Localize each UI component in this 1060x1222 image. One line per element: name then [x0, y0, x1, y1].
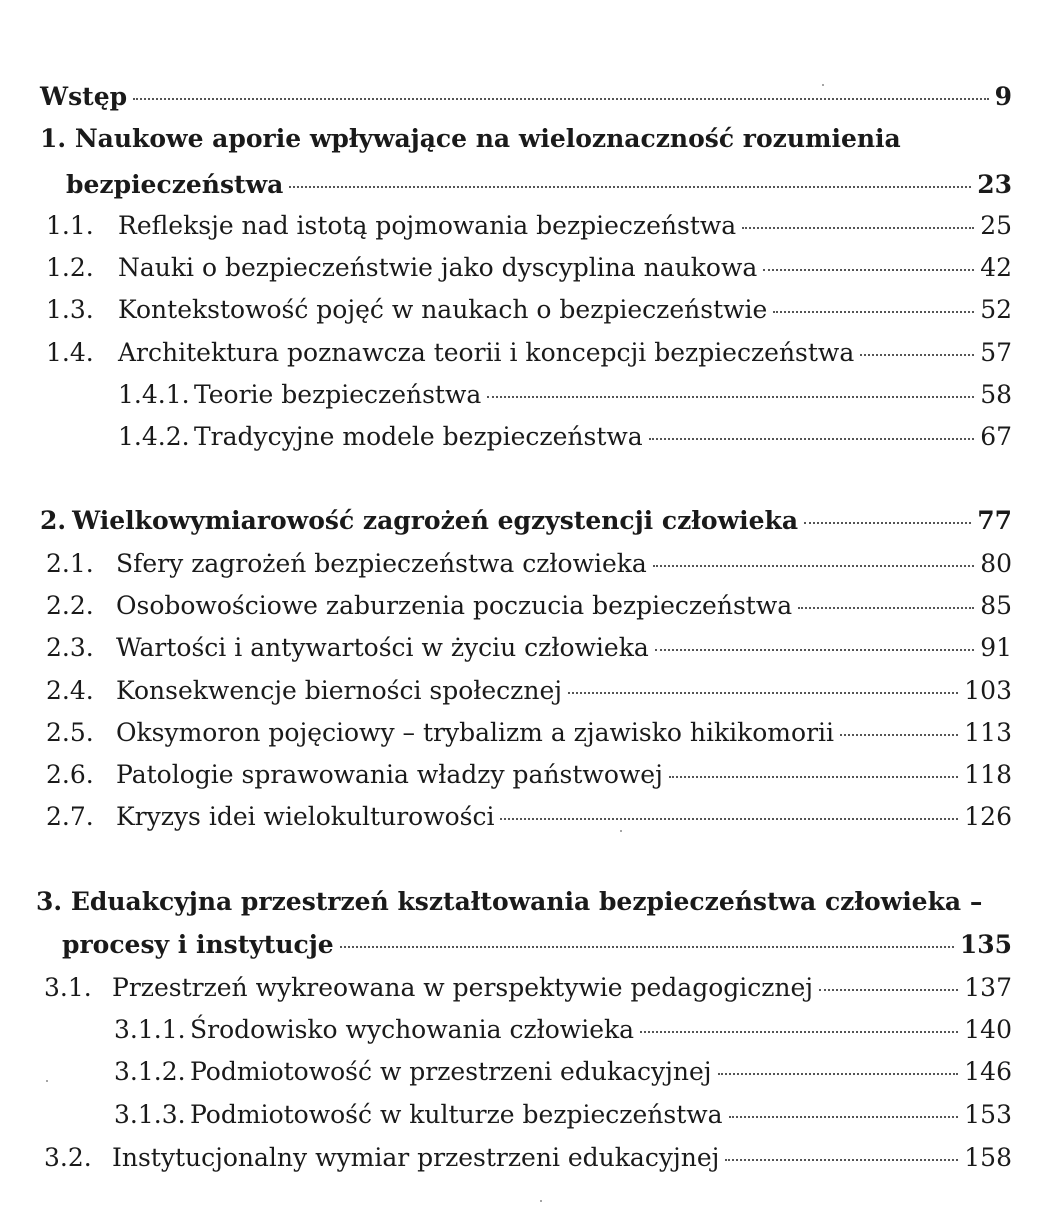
toc-entry-title: Tradycyjne modele bezpieczeństwa	[194, 422, 643, 451]
toc-section-1-4[interactable]	[46, 338, 1012, 368]
toc-entry-number: 3.1.	[44, 973, 92, 1002]
toc-entry-page: 9	[994, 82, 1012, 111]
toc-entry-title: Teorie bezpieczeństwa	[194, 380, 482, 409]
toc-entry-page: 118	[964, 760, 1012, 789]
toc-entry-number: 3.	[36, 887, 63, 916]
toc-entry-page: 126	[964, 802, 1012, 831]
dot-leader	[798, 607, 974, 609]
toc-entry-page: 67	[980, 422, 1012, 451]
toc-entry-title: Instytucjonalny wymiar przestrzeni edukacyjnej	[112, 1143, 720, 1172]
toc-entry-page: 42	[980, 253, 1012, 282]
toc-section-1-3[interactable]	[46, 295, 1012, 325]
toc-entry-page: 158	[964, 1143, 1012, 1172]
dot-leader	[289, 186, 971, 188]
toc-entry-number: 2.1.	[46, 549, 94, 578]
toc-subsection-3-1-1[interactable]	[114, 1015, 1012, 1045]
toc-entry-page: 80	[980, 549, 1012, 578]
scan-speck	[46, 1080, 48, 1082]
dot-leader	[669, 776, 958, 778]
toc-section-2-5[interactable]	[46, 718, 1012, 748]
toc-entry-number: 1.4.2.	[118, 422, 190, 451]
toc-entry-page: 25	[980, 211, 1012, 240]
toc-entry-title: Oksymoron pojęciowy – trybalizm a zjawisko hikikomorii	[116, 718, 835, 747]
toc-entry-title: Wielkowymiarowość zagrożeń egzystencji człowieka	[72, 506, 799, 535]
toc-entry-title: Środowisko wychowania człowieka	[190, 1015, 635, 1044]
toc-entry-page: 57	[980, 338, 1012, 367]
toc-section-2-7[interactable]	[46, 802, 1012, 832]
dot-leader	[653, 565, 974, 567]
toc-entry-title: Eduakcyjna przestrzeń kształtowania bezpieczeństwa człowieka –	[70, 887, 983, 916]
dot-leader	[840, 734, 958, 736]
toc-entry-page: 91	[980, 633, 1012, 662]
toc-entry-number: 1.3.	[46, 295, 94, 324]
toc-entry-number: 1.4.	[46, 338, 94, 367]
dot-leader	[773, 311, 974, 313]
dot-leader	[500, 818, 958, 820]
dot-leader	[640, 1031, 958, 1033]
dot-leader	[655, 649, 974, 651]
dot-leader	[819, 989, 958, 991]
toc-entry-page: 113	[964, 718, 1012, 747]
toc-entry-title: Nauki o bezpieczeństwie jako dyscyplina naukowa	[118, 253, 758, 282]
toc-entry-title: Podmiotowość w kulturze bezpieczeństwa	[190, 1100, 723, 1129]
dot-leader	[718, 1073, 959, 1075]
toc-entry-page: 140	[964, 1015, 1012, 1044]
toc-entry-page: 146	[964, 1057, 1012, 1086]
toc-entry-title: Kontekstowość pojęć w naukach o bezpieczeństwie	[118, 295, 768, 324]
toc-entry-page: 153	[964, 1100, 1012, 1129]
toc-entry-page: 135	[959, 930, 1012, 959]
toc-chapter-3[interactable]	[62, 930, 1012, 960]
dot-leader	[487, 396, 974, 398]
toc-section-3-1[interactable]	[44, 973, 1012, 1003]
toc-chapter-2[interactable]	[40, 506, 1012, 536]
dot-leader	[729, 1116, 959, 1118]
toc-entry-number: 3.1.1.	[114, 1015, 186, 1044]
toc-chapter-1-title-line1[interactable]	[40, 124, 901, 154]
toc-section-2-3[interactable]	[46, 633, 1012, 663]
toc-entry-title: Refleksje nad istotą pojmowania bezpieczeństwa	[118, 211, 737, 240]
scan-speck	[822, 84, 824, 86]
toc-entry-title: Naukowe aporie wpływające na wieloznaczność rozumienia	[74, 124, 901, 153]
dot-leader	[725, 1159, 958, 1161]
toc-chapter-3-title-line1[interactable]	[36, 887, 982, 917]
toc-entry-number: 1.2.	[46, 253, 94, 282]
toc-entry-title: Wstęp	[40, 82, 128, 111]
dot-leader	[804, 522, 971, 524]
dot-leader	[649, 438, 975, 440]
toc-section-1-1[interactable]	[46, 211, 1012, 241]
toc-entry-title: Architektura poznawcza teorii i koncepcji bezpieczeństwa	[118, 338, 855, 367]
dot-leader	[133, 98, 989, 100]
toc-entry-number: 2.	[40, 506, 67, 535]
toc-entry-page: 137	[964, 973, 1012, 1002]
toc-section-3-2[interactable]	[44, 1143, 1012, 1173]
toc-entry-number: 2.3.	[46, 633, 94, 662]
toc-entry-number: 1.	[40, 124, 67, 153]
toc-entry-page: 23	[977, 170, 1012, 199]
dot-leader	[763, 269, 974, 271]
toc-chapter-1[interactable]	[66, 170, 1012, 200]
toc-entry-page: 77	[977, 506, 1012, 535]
toc-entry-title: Przestrzeń wykreowana w perspektywie pedagogicznej	[112, 973, 814, 1002]
toc-entry-page: 85	[980, 591, 1012, 620]
toc-entry-page: 52	[980, 295, 1012, 324]
toc-section-1-2[interactable]	[46, 253, 1012, 283]
toc-entry-title: bezpieczeństwa	[66, 170, 284, 199]
dot-leader	[340, 946, 954, 948]
toc-entry-page: 58	[980, 380, 1012, 409]
toc-entry-title: Konsekwencje bierności społecznej	[116, 676, 562, 705]
toc-entry-title: Osobowościowe zaburzenia poczucia bezpieczeństwa	[116, 591, 793, 620]
toc-entry-number: 3.2.	[44, 1143, 92, 1172]
toc-subsection-1-4-2[interactable]	[118, 422, 1012, 452]
toc-entry-number: 3.1.2.	[114, 1057, 186, 1086]
toc-entry-title: procesy i instytucje	[62, 930, 334, 959]
dot-leader	[742, 227, 974, 229]
toc-entry-number: 2.5.	[46, 718, 94, 747]
toc-entry-number: 1.1.	[46, 211, 94, 240]
scan-speck	[620, 830, 622, 832]
toc-section-2-6[interactable]	[46, 760, 1012, 790]
toc-entry-number: 2.6.	[46, 760, 94, 789]
scan-speck	[540, 1200, 542, 1202]
toc-entry-number: 2.2.	[46, 591, 94, 620]
toc-entry-title: Kryzys idei wielokulturowości	[116, 802, 495, 831]
toc-subsection-1-4-1[interactable]	[118, 380, 1012, 410]
toc-entry-number: 3.1.3.	[114, 1100, 186, 1129]
toc-entry-page: 103	[964, 676, 1012, 705]
dot-leader	[568, 692, 958, 694]
toc-section-2-4[interactable]	[46, 676, 1012, 706]
toc-entry-number: 1.4.1.	[118, 380, 190, 409]
toc-entry-number: 2.4.	[46, 676, 94, 705]
toc-subsection-3-1-3[interactable]	[114, 1100, 1012, 1130]
toc-entry-number: 2.7.	[46, 802, 94, 831]
dot-leader	[860, 354, 974, 356]
toc-entry-title: Wartości i antywartości w życiu człowieka	[116, 633, 649, 662]
toc-entry-title: Sfery zagrożeń bezpieczeństwa człowieka	[116, 549, 647, 578]
toc-entry-title: Patologie sprawowania władzy państwowej	[116, 760, 663, 789]
toc-section-2-1[interactable]	[46, 549, 1012, 579]
toc-entry-intro[interactable]	[40, 82, 1012, 112]
toc-subsection-3-1-2[interactable]	[114, 1057, 1012, 1087]
toc-section-2-2[interactable]	[46, 591, 1012, 621]
toc-entry-title: Podmiotowość w przestrzeni edukacyjnej	[190, 1057, 712, 1086]
